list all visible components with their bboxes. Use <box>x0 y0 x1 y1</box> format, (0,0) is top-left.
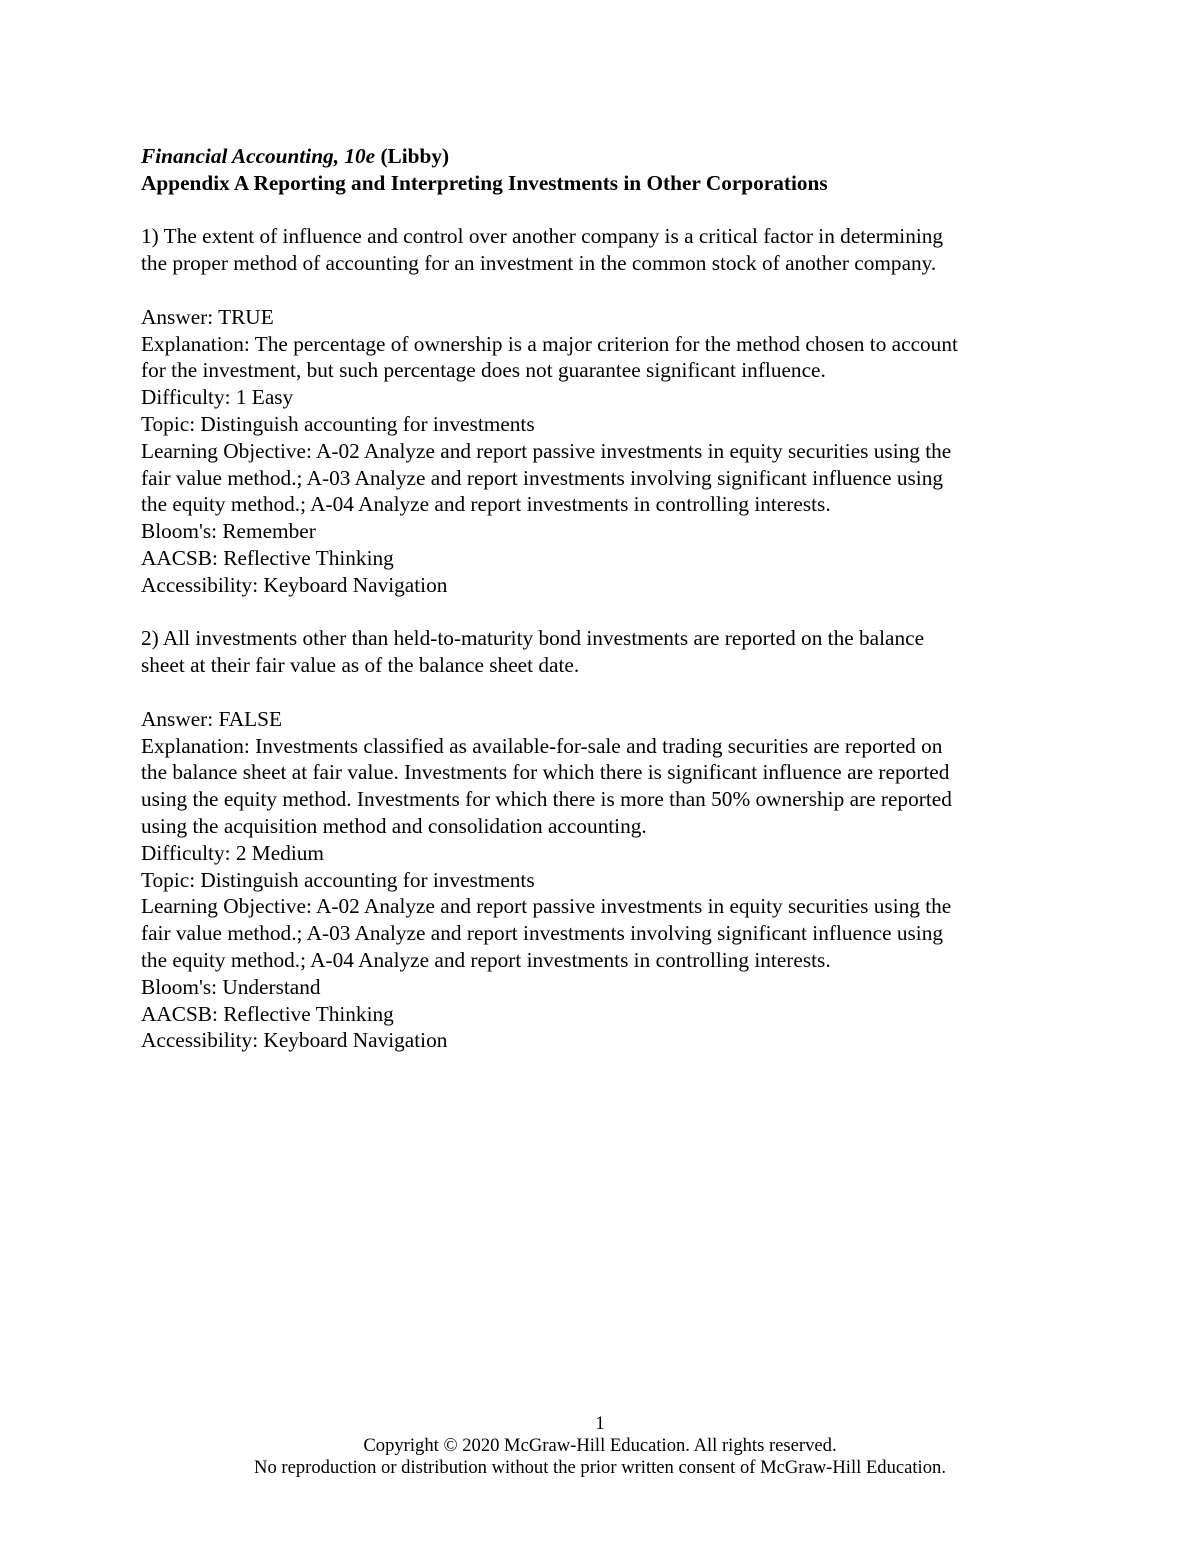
learning-objective-line: fair value method.; A-03 Analyze and report investments involving significant influence using <box>141 921 943 946</box>
learning-objective-line: the equity method.; A-04 Analyze and report investments in controlling interests. <box>141 492 831 517</box>
answer: Answer: TRUE <box>141 304 274 329</box>
question-text-line: the proper method of accounting for an investment in the common stock of another company. <box>141 251 937 276</box>
explanation-line: using the acquisition method and consolidation accounting. <box>141 813 647 838</box>
page-content <box>141 143 1071 1054</box>
book-author: (Libby) <box>380 144 450 168</box>
accessibility: Accessibility: Keyboard Navigation <box>141 572 448 597</box>
blooms: Bloom's: Remember <box>141 519 316 544</box>
explanation-line: the balance sheet at fair value. Investments for which there is significant influence are reported <box>141 760 950 785</box>
learning-objective-line: the equity method.; A-04 Analyze and report investments in controlling interests. <box>141 947 831 972</box>
book-title-line <box>141 143 1071 170</box>
learning-objective-line: Learning Objective: A-02 Analyze and report passive investments in equity securities using the <box>141 438 952 463</box>
learning-objective-line: Learning Objective: A-02 Analyze and report passive investments in equity securities using the <box>141 894 952 919</box>
topic: Topic: Distinguish accounting for investments <box>141 411 535 436</box>
difficulty: Difficulty: 1 Easy <box>141 385 294 410</box>
chapter-title: Appendix A Reporting and Interpreting Investments in Other Corporations <box>141 170 828 195</box>
question-1 <box>141 223 1071 598</box>
blooms: Bloom's: Understand <box>141 974 321 999</box>
question-text-line: 2) All investments other than held-to-maturity bond investments are reported on the balance <box>141 626 925 651</box>
explanation-line: using the equity method. Investments for which there is more than 50% ownership are reported <box>141 787 952 812</box>
accessibility: Accessibility: Keyboard Navigation <box>141 1028 448 1053</box>
learning-objective-line: fair value method.; A-03 Analyze and report investments involving significant influence using <box>141 465 943 490</box>
question-2 <box>141 625 1071 1054</box>
page-footer <box>0 1413 1200 1479</box>
copyright-line: Copyright © 2020 McGraw-Hill Education. All rights reserved. <box>363 1435 837 1456</box>
question-text-line: 1) The extent of influence and control over another company is a critical factor in determining <box>141 224 944 249</box>
reproduction-notice: No reproduction or distribution without the prior written consent of McGraw-Hill Education. <box>254 1457 946 1478</box>
book-title: Financial Accounting, 10e <box>141 144 376 168</box>
aacsb: AACSB: Reflective Thinking <box>141 1001 394 1026</box>
explanation-line: Explanation: The percentage of ownership is a major criterion for the method chosen to account <box>141 331 958 356</box>
answer: Answer: FALSE <box>141 706 282 731</box>
topic: Topic: Distinguish accounting for investments <box>141 867 535 892</box>
explanation-line: Explanation: Investments classified as available-for-sale and trading securities are reported on <box>141 733 943 758</box>
difficulty: Difficulty: 2 Medium <box>141 840 324 865</box>
explanation-line: for the investment, but such percentage does not guarantee significant influence. <box>141 358 826 383</box>
aacsb: AACSB: Reflective Thinking <box>141 545 394 570</box>
page-number: 1 <box>595 1413 605 1434</box>
question-text-line: sheet at their fair value as of the balance sheet date. <box>141 653 580 678</box>
